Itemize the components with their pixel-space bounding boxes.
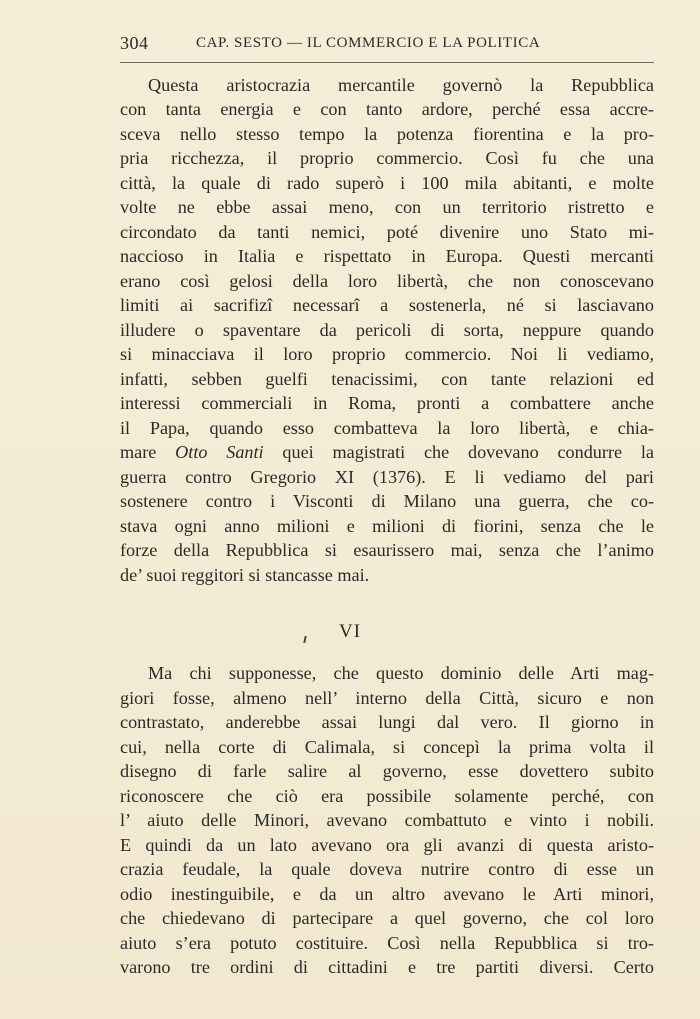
italic-text: Otto Santi: [175, 442, 264, 462]
text-line: pria ricchezza, il proprio commercio. Così fu che una: [120, 148, 654, 168]
text-line: interessi commerciali in Roma, pronti a combattere anche: [120, 393, 654, 413]
text-line: naccioso in Italia e rispettato in Europa. Questi mercanti: [120, 246, 654, 266]
text-line: crazia feudale, la quale doveva nutrire contro di esse un: [120, 859, 654, 879]
chapter-title: CAP. SESTO — IL COMMERCIO E LA POLITICA: [196, 35, 541, 51]
text-line: forze della Repubblica si esaurissero mai, senza che l’animo: [120, 540, 654, 560]
text-line: Ma chi supponesse, che questo dominio delle Arti mag-: [148, 663, 654, 683]
text-line: illudere o spaventare da pericoli di sorta, neppure quando: [120, 320, 654, 340]
text-segment: quei magistrati che dovevano condurre la: [263, 442, 654, 462]
section-heading: VI: [338, 621, 362, 642]
text-line: erano così gelosi della loro libertà, che non conoscevano: [120, 271, 654, 291]
text-line: odio inestinguibile, e da un altro avevano le Arti minori,: [120, 884, 654, 904]
text-line: varono tre ordini di cittadini e tre partiti diversi. Certo: [120, 957, 654, 977]
text-line: Questa aristocrazia mercantile governò la Repubblica: [148, 75, 654, 95]
text-line: circondato da tanti nemici, poté divenire uno Stato mi-: [120, 222, 654, 242]
text-line: limiti ai sacrifizî necessarî a sostenerla, né si lasciavano: [120, 295, 654, 315]
text-segment: mare: [120, 442, 176, 462]
text-line: il Papa, quando esso combatteva la loro libertà, e chia-: [120, 418, 654, 438]
page-number: 304: [120, 33, 149, 53]
text-line: guerra contro Gregorio XI (1376). E li vediamo del pari: [120, 467, 654, 487]
text-line: E quindi da un lato avevano ora gli avanzi di questa aristo-: [120, 835, 654, 855]
text-line: riconoscere che ciò era possibile solamente perché, con: [120, 786, 654, 806]
text-line: contrastato, anderebbe assai lungi dal vero. Il giorno in: [120, 712, 654, 732]
text-line: con tanta energia e con tanto ardore, perché essa accre-: [120, 99, 654, 119]
text-line: l’ aiuto delle Minori, avevano combattuto e vinto i nobili.: [120, 810, 654, 830]
text-line-with-italic: [120, 440, 654, 464]
text-line: infatti, sebben guelfi tenacissimi, con tante relazioni ed: [120, 369, 654, 389]
text-line: giori fosse, almeno nell’ interno della Città, sicuro e non: [120, 688, 654, 708]
text-line: aiuto s’era potuto costituire. Così nella Repubblica si tro-: [120, 933, 654, 953]
header-rule: [120, 62, 654, 63]
text-line: stava ogni anno milioni e milioni di fiorini, senza che le: [120, 516, 654, 536]
text-line: che chiedevano di partecipare a quel governo, che col loro: [120, 908, 654, 928]
text-line: sostenere contro i Visconti di Milano una guerra, che co-: [120, 491, 654, 511]
text-line: disegno di farle salire al governo, esse dovettero subito: [120, 761, 654, 781]
text-line: volte ne ebbe assai meno, con un territorio ristretto e: [120, 197, 654, 217]
text-line: si minacciava il loro proprio commercio. Noi li vediamo,: [120, 344, 654, 364]
running-head: [120, 33, 655, 57]
text-line: sceva nello stesso tempo la potenza fiorentina e la pro-: [120, 124, 654, 144]
text-line: cui, nella corte di Calimala, si concepì la prima volta il: [120, 737, 654, 757]
text-line: città, la quale di rado superò i 100 mila abitanti, e molte: [120, 173, 654, 193]
text-line: de’ suoi reggitori si stancasse mai.: [120, 565, 370, 585]
